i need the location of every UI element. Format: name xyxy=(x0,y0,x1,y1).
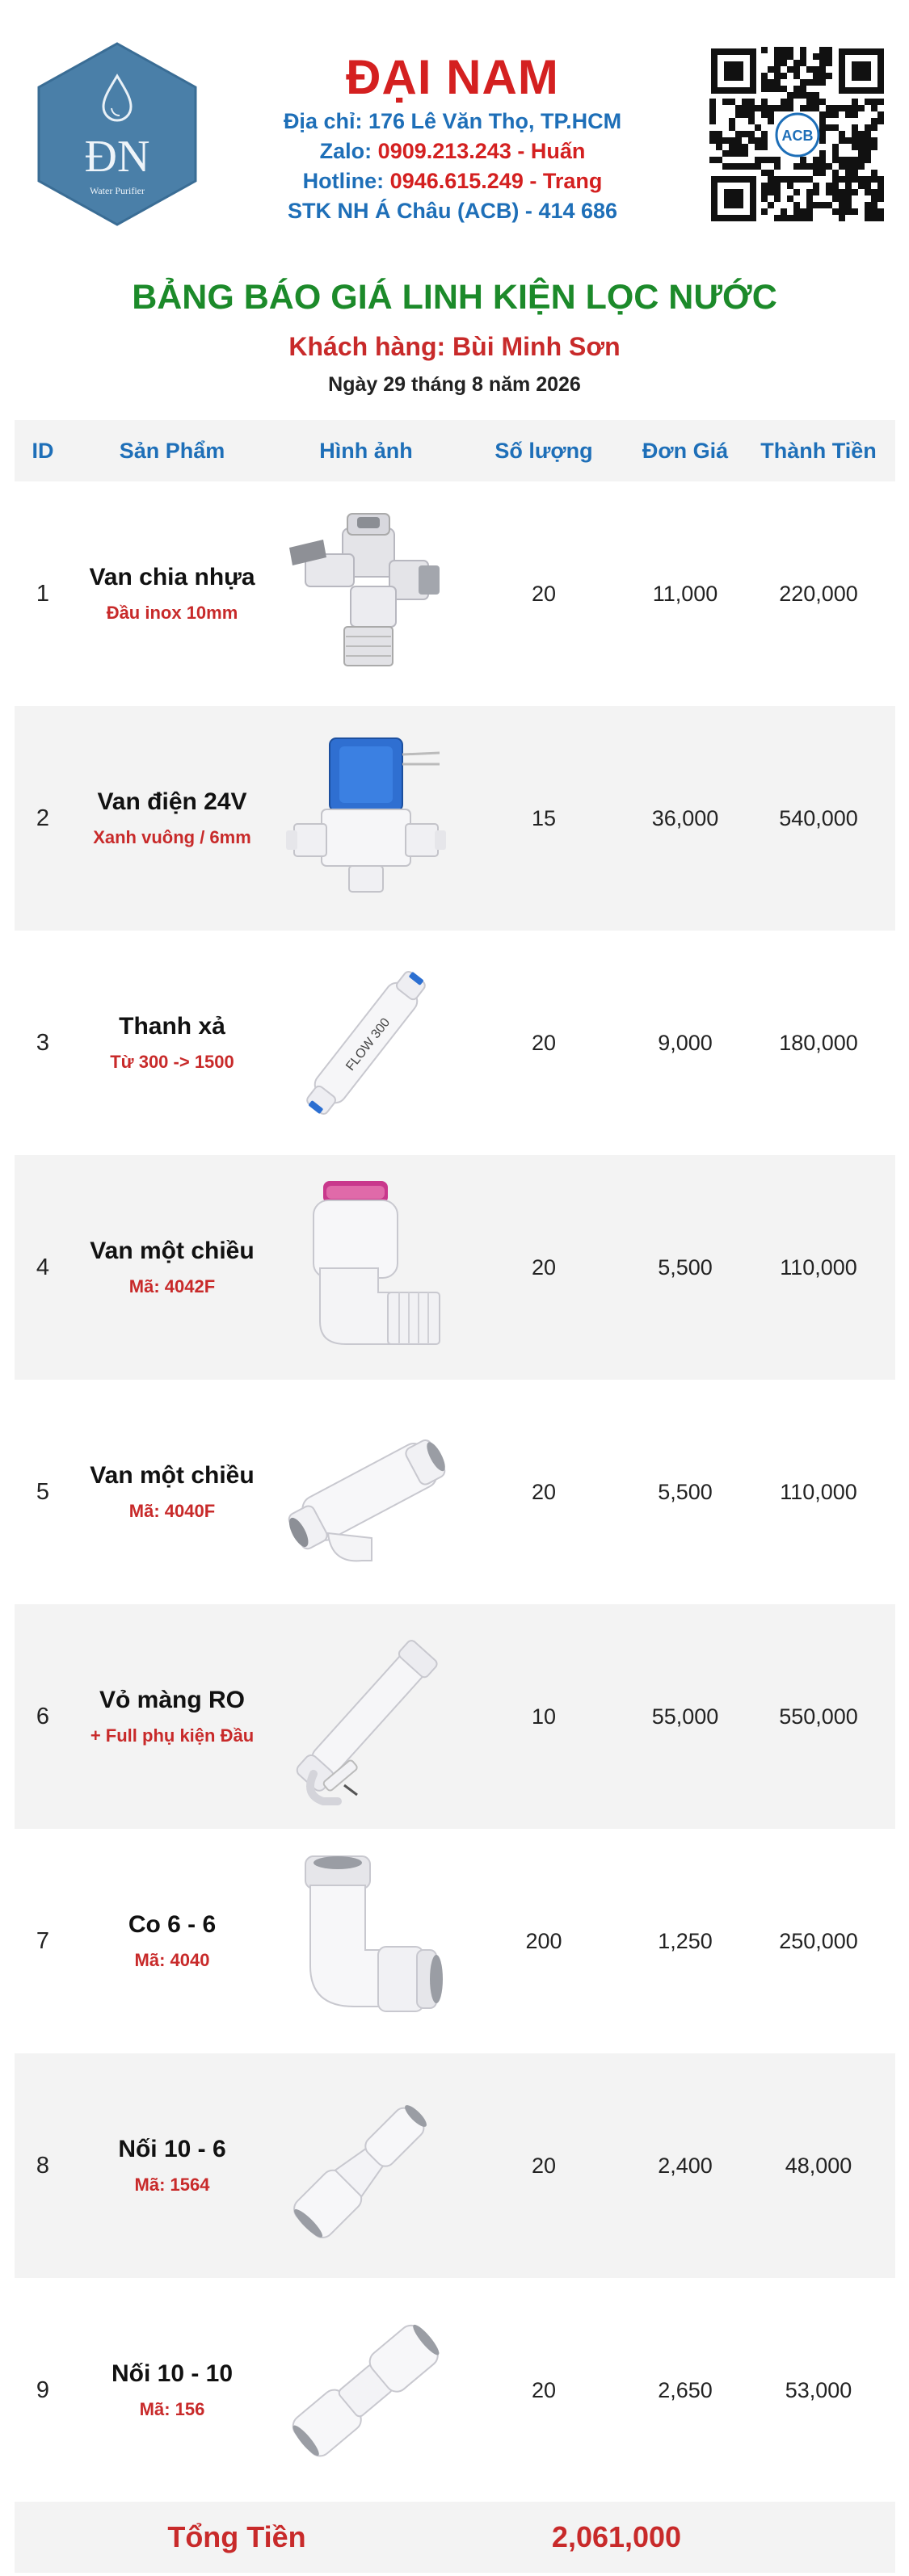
row-product xyxy=(71,1909,273,1973)
header-product: Sản Phẩm xyxy=(119,438,225,463)
table-row xyxy=(15,1155,895,1380)
product-name: Van điện 24V xyxy=(97,788,247,815)
reducer-fitting-icon xyxy=(281,2070,451,2262)
product-name: Nối 10 - 6 xyxy=(118,2136,226,2162)
header-qty: Số lượng xyxy=(494,438,593,463)
row-product xyxy=(71,1460,273,1524)
product-name: Van một chiều xyxy=(90,1462,255,1489)
product-note: + Full phụ kiện Đầu xyxy=(90,1725,255,1746)
title-block xyxy=(0,275,909,399)
product-note: Mã: 4042F xyxy=(128,1276,216,1296)
product-name: Thanh xả xyxy=(119,1013,225,1040)
grand-total-label: Tổng Tiền xyxy=(167,2520,306,2553)
row-price: 2,400 xyxy=(658,2153,713,2178)
product-name: Nối 10 - 10 xyxy=(111,2360,234,2387)
qr-code-icon xyxy=(708,45,887,225)
row-image xyxy=(273,1829,459,2053)
elbow-fitting-icon xyxy=(281,1845,451,2037)
bank-label: STK NH Á Châu (ACB) - xyxy=(287,199,532,223)
flow-label: FLOW 300 xyxy=(343,1015,393,1074)
table-row xyxy=(15,931,895,1155)
row-qty: 20 xyxy=(531,1030,557,1055)
row-image xyxy=(273,1604,459,1829)
bank-value: 414 686 xyxy=(538,199,618,223)
table-row xyxy=(15,2278,895,2502)
row-total: 110,000 xyxy=(780,1254,857,1280)
row-price: 5,500 xyxy=(658,1479,713,1504)
table-row xyxy=(15,706,895,931)
product-note: Mã: 4040 xyxy=(134,1950,210,1970)
table-row xyxy=(15,1829,895,2053)
zalo-label: Zalo: xyxy=(319,139,372,163)
row-qty: 20 xyxy=(531,1254,557,1280)
row-image xyxy=(273,2278,459,2502)
row-total: 250,000 xyxy=(779,1928,858,1953)
row-id: 5 xyxy=(36,1478,50,1505)
quote-date: Ngày 29 tháng 8 năm 2026 xyxy=(328,373,581,396)
row-price: 2,650 xyxy=(658,2377,713,2402)
logo-text: ĐN xyxy=(84,132,150,182)
zalo-value: 0909.213.243 - Huấn xyxy=(377,139,586,163)
hotline-value: 0946.615.249 - Trang xyxy=(389,169,603,193)
hotline-label: Hotline: xyxy=(302,169,385,193)
tee-valve-icon xyxy=(281,498,451,690)
shop-info xyxy=(226,48,679,226)
row-image xyxy=(273,706,459,931)
flow-restrictor-icon xyxy=(281,947,451,1139)
row-id: 4 xyxy=(36,1254,50,1280)
row-id: 3 xyxy=(36,1029,50,1056)
row-qty: 15 xyxy=(531,805,557,830)
table-row xyxy=(15,1380,895,1604)
bank-line xyxy=(226,196,679,226)
product-name: Co 6 - 6 xyxy=(128,1911,217,1938)
qr-badge-text: ACB xyxy=(781,128,814,144)
row-id: 2 xyxy=(36,805,50,831)
table-row xyxy=(15,1604,895,1829)
row-price: 36,000 xyxy=(651,805,719,830)
row-total: 48,000 xyxy=(785,2153,852,2178)
row-id: 7 xyxy=(36,1927,50,1954)
price-table xyxy=(15,420,895,2502)
row-id: 1 xyxy=(36,580,50,607)
row-image xyxy=(273,1380,459,1604)
document-title: BẢNG BÁO GIÁ LINH KIỆN LỌC NƯỚC xyxy=(132,278,777,317)
address-label: Địa chỉ: xyxy=(283,109,363,133)
row-price: 9,000 xyxy=(658,1030,713,1055)
check-valve-elbow-icon xyxy=(281,1171,451,1364)
table-row xyxy=(15,2053,895,2278)
row-product xyxy=(71,1235,273,1300)
check-valve-inline-icon xyxy=(281,1396,451,1588)
solenoid-valve-icon xyxy=(281,722,451,914)
header-id: ID xyxy=(32,438,54,463)
row-qty: 20 xyxy=(531,1479,557,1504)
product-note: Mã: 156 xyxy=(139,2399,205,2419)
row-product xyxy=(71,2358,273,2423)
header-total: Thành Tiền xyxy=(760,438,877,463)
row-price: 5,500 xyxy=(658,1254,713,1280)
quote-header xyxy=(0,0,909,242)
row-total: 550,000 xyxy=(779,1704,858,1729)
product-name: Van chia nhựa xyxy=(89,564,255,590)
product-note: Xanh vuông / 6mm xyxy=(93,827,251,847)
row-qty: 200 xyxy=(525,1928,562,1953)
row-qty: 20 xyxy=(531,2377,557,2402)
row-product xyxy=(71,2133,273,2198)
ro-housing-icon xyxy=(281,1620,451,1813)
product-note: Từ 300 -> 1500 xyxy=(110,1052,234,1072)
row-product xyxy=(71,786,273,851)
product-note: Mã: 1564 xyxy=(134,2175,210,2195)
product-name: Vỏ màng RO xyxy=(99,1687,245,1713)
table-header xyxy=(15,420,895,481)
row-product xyxy=(71,1011,273,1075)
grand-total-value: 2,061,000 xyxy=(551,2520,682,2553)
shop-name: ĐẠI NAM xyxy=(346,50,559,104)
row-total: 180,000 xyxy=(779,1030,858,1055)
row-image xyxy=(273,1155,459,1380)
row-price: 1,250 xyxy=(658,1928,713,1953)
brand-logo xyxy=(34,40,200,228)
row-total: 540,000 xyxy=(779,805,858,830)
row-id: 8 xyxy=(36,2152,50,2179)
row-product xyxy=(71,1684,273,1749)
table-row xyxy=(15,481,895,706)
row-qty: 20 xyxy=(531,581,557,606)
straight-fitting-icon xyxy=(281,2294,451,2486)
zalo-line xyxy=(226,137,679,166)
product-note: Đầu inox 10mm xyxy=(106,603,238,623)
logo-subtext: Water Purifier xyxy=(89,185,145,196)
row-total: 220,000 xyxy=(779,581,858,606)
row-total: 53,000 xyxy=(785,2377,852,2402)
row-image xyxy=(273,2053,459,2278)
customer-name: Khách hàng: Bùi Minh Sơn xyxy=(288,332,621,361)
header-price: Đơn Giá xyxy=(642,438,729,463)
address-line xyxy=(226,107,679,137)
row-price: 55,000 xyxy=(651,1704,719,1729)
hotline-line xyxy=(226,166,679,196)
row-id: 6 xyxy=(36,1703,50,1729)
address-value: 176 Lê Văn Thọ, TP.HCM xyxy=(368,109,622,133)
grand-total-row xyxy=(15,2502,895,2573)
row-product xyxy=(71,561,273,626)
row-id: 9 xyxy=(36,2376,50,2403)
row-image xyxy=(273,931,459,1155)
row-qty: 20 xyxy=(531,2153,557,2178)
row-qty: 10 xyxy=(531,1704,557,1729)
product-note: Mã: 4040F xyxy=(128,1501,216,1521)
product-name: Van một chiều xyxy=(90,1238,255,1264)
row-image xyxy=(273,481,459,706)
row-price: 11,000 xyxy=(652,581,718,606)
row-total: 110,000 xyxy=(780,1479,857,1504)
header-image: Hình ảnh xyxy=(319,438,413,463)
